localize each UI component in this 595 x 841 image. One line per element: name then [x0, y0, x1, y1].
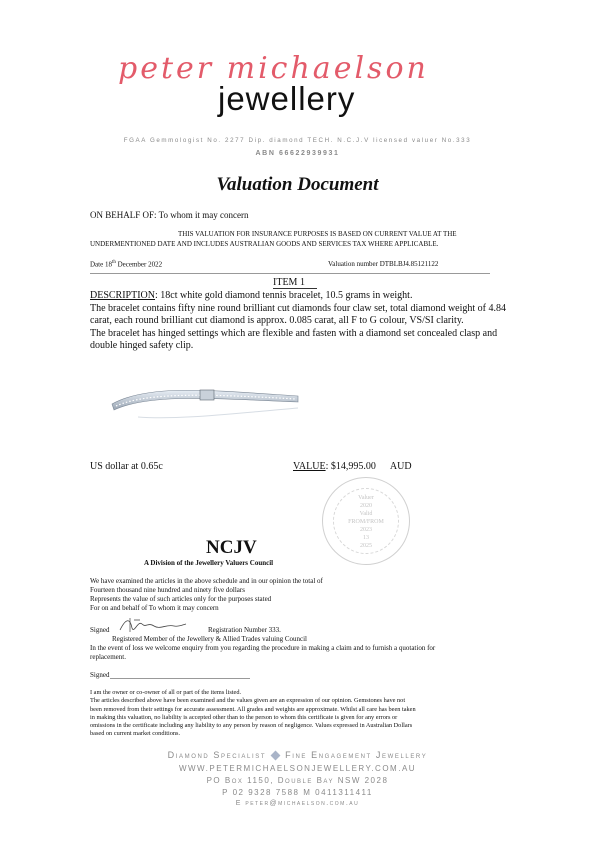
logo-script-text: peter michaelson: [118, 52, 429, 84]
date-sup: th: [111, 260, 116, 265]
page-title: Valuation Document: [216, 174, 379, 195]
stamp-text: [323, 494, 409, 550]
divider: [90, 273, 490, 274]
disclaimer-block: [90, 689, 510, 739]
ncjv-title: NCJV: [206, 537, 257, 558]
description-para-2: The bracelet has hinged settings which are flexible and fasten with a diamond set concealed clasp and double hinged safety clip.: [90, 327, 498, 351]
signed-2-label: Signed: [90, 671, 110, 679]
bracelet-image: [108, 372, 308, 432]
description-text: : 18ct white gold diamond tennis bracelet, 10.5 grams in weight.: [155, 290, 413, 301]
loss-notice: [90, 644, 435, 662]
valuation-number: Valuation number DTBLBJ4.85121122: [328, 260, 439, 268]
insurance-line-1: THIS VALUATION FOR INSURANCE PURPOSES IS BASED ON CURRENT VALUE AT THE: [178, 230, 457, 238]
footer-email: E peter@michaelson.com.au: [235, 800, 360, 807]
footer-engagement: Fine Engagement Jewellery: [285, 750, 428, 760]
credentials-line: FGAA Gemmologist No. 2277 Dip. diamond TECH. N.C.J.V licensed valuer No.333: [123, 137, 472, 144]
description-line: [90, 290, 510, 303]
item-underline: [273, 288, 317, 289]
date-label: Date 18: [90, 260, 112, 269]
cert-line-4: For on and behalf of To whom it may concern: [90, 604, 219, 612]
value-amount: : $14,995.00: [325, 461, 376, 472]
abn-line: ABN 66622939931: [255, 150, 340, 157]
stamp-line: Valuer: [358, 495, 374, 501]
registration-number: Registration Number 333.: [208, 626, 281, 634]
stamp-line: FROM/FROM: [348, 519, 384, 525]
stamp-line: 13: [363, 535, 369, 541]
date-line: [90, 260, 162, 268]
signature-line: [110, 678, 250, 679]
loss-line-2: replacement.: [90, 653, 126, 661]
cert-line-2: Fourteen thousand nine hundred and ninety five dollars: [90, 586, 245, 594]
us-dollar-rate: US dollar at 0.65c: [90, 461, 163, 472]
date-rest: December 2022: [115, 260, 163, 269]
description-para-1: The bracelet contains fifty nine round brilliant cut diamonds four claw set, total diamond weight of 4.84 carat, each round brilliant cut diamond is approx. 0.085 carat, all F to G colour, VS/SI clarity.: [90, 302, 507, 326]
item-heading: ITEM 1: [273, 277, 305, 288]
description-label: DESCRIPTION: [90, 290, 156, 301]
cert-line-3: Represents the value of such articles only for the purposes stated: [90, 595, 272, 603]
disclaimer-line: based on current market conditions.: [90, 730, 181, 738]
cert-line-1: We have examined the articles in the above schedule and in our opinion the total of: [90, 577, 323, 585]
valuer-stamp: [322, 477, 410, 565]
footer-phone: P 02 9328 7588 M 0411311411: [222, 788, 373, 797]
footer-po-box: PO Box 1150, Double Bay NSW 2028: [206, 776, 389, 785]
disclaimer-line: been removed from their settings for accurate assessment. All grades and weights are approximate. Whilst all care has been taken: [90, 705, 416, 713]
description-block: [90, 290, 510, 353]
disclaimer-line: omissions in the certificate including any liability to any person by reason of negligence. Values expressed in Australian Dollars: [90, 722, 413, 730]
disclaimer-line: The articles described above have been examined and the values given are an expression of our opinion. Gemstones have not: [90, 697, 406, 705]
diamond-icon: [271, 751, 281, 761]
logo-wordmark: jewellery: [218, 80, 356, 117]
owner-line: I am the owner or co-owner of all or part of the items listed.: [90, 689, 242, 696]
footer-taglines: [0, 750, 595, 760]
value-line: [293, 461, 412, 472]
insurance-line-2: UNDERMENTIONED DATE AND INCLUDES AUSTRALIAN GOODS AND SERVICES TAX WHERE APPLICABLE.: [90, 240, 439, 248]
stamp-line: 2023: [360, 527, 372, 533]
signature: [118, 614, 188, 636]
ncjv-subtitle: A Division of the Jewellery Valuers Council: [144, 559, 274, 567]
disclaimer-line: in making this valuation, no liability is accepted other than to the person to whom this certificate is given for any errors or: [90, 713, 398, 721]
footer-website: WWW.PETERMICHAELSONJEWELLERY.COM.AU: [178, 764, 417, 773]
stamp-line: 2020: [360, 503, 372, 509]
registered-member: Registered Member of the Jewellery & Allied Trades valuing Council: [112, 635, 307, 643]
stamp-line: 2025: [360, 543, 372, 549]
signed-label: Signed: [90, 626, 110, 634]
footer-specialist: Diamond Specialist: [167, 750, 267, 760]
value-label: VALUE: [293, 461, 326, 472]
stamp-line: Valid: [359, 511, 373, 517]
on-behalf-line: ON BEHALF OF: To whom it may concern: [90, 210, 249, 220]
currency: AUD: [389, 461, 412, 472]
loss-line-1: In the event of loss we welcome enquiry from you regarding the procedure in making a claim and to furnish a quotation for: [90, 644, 436, 652]
certification-block: [90, 577, 323, 613]
